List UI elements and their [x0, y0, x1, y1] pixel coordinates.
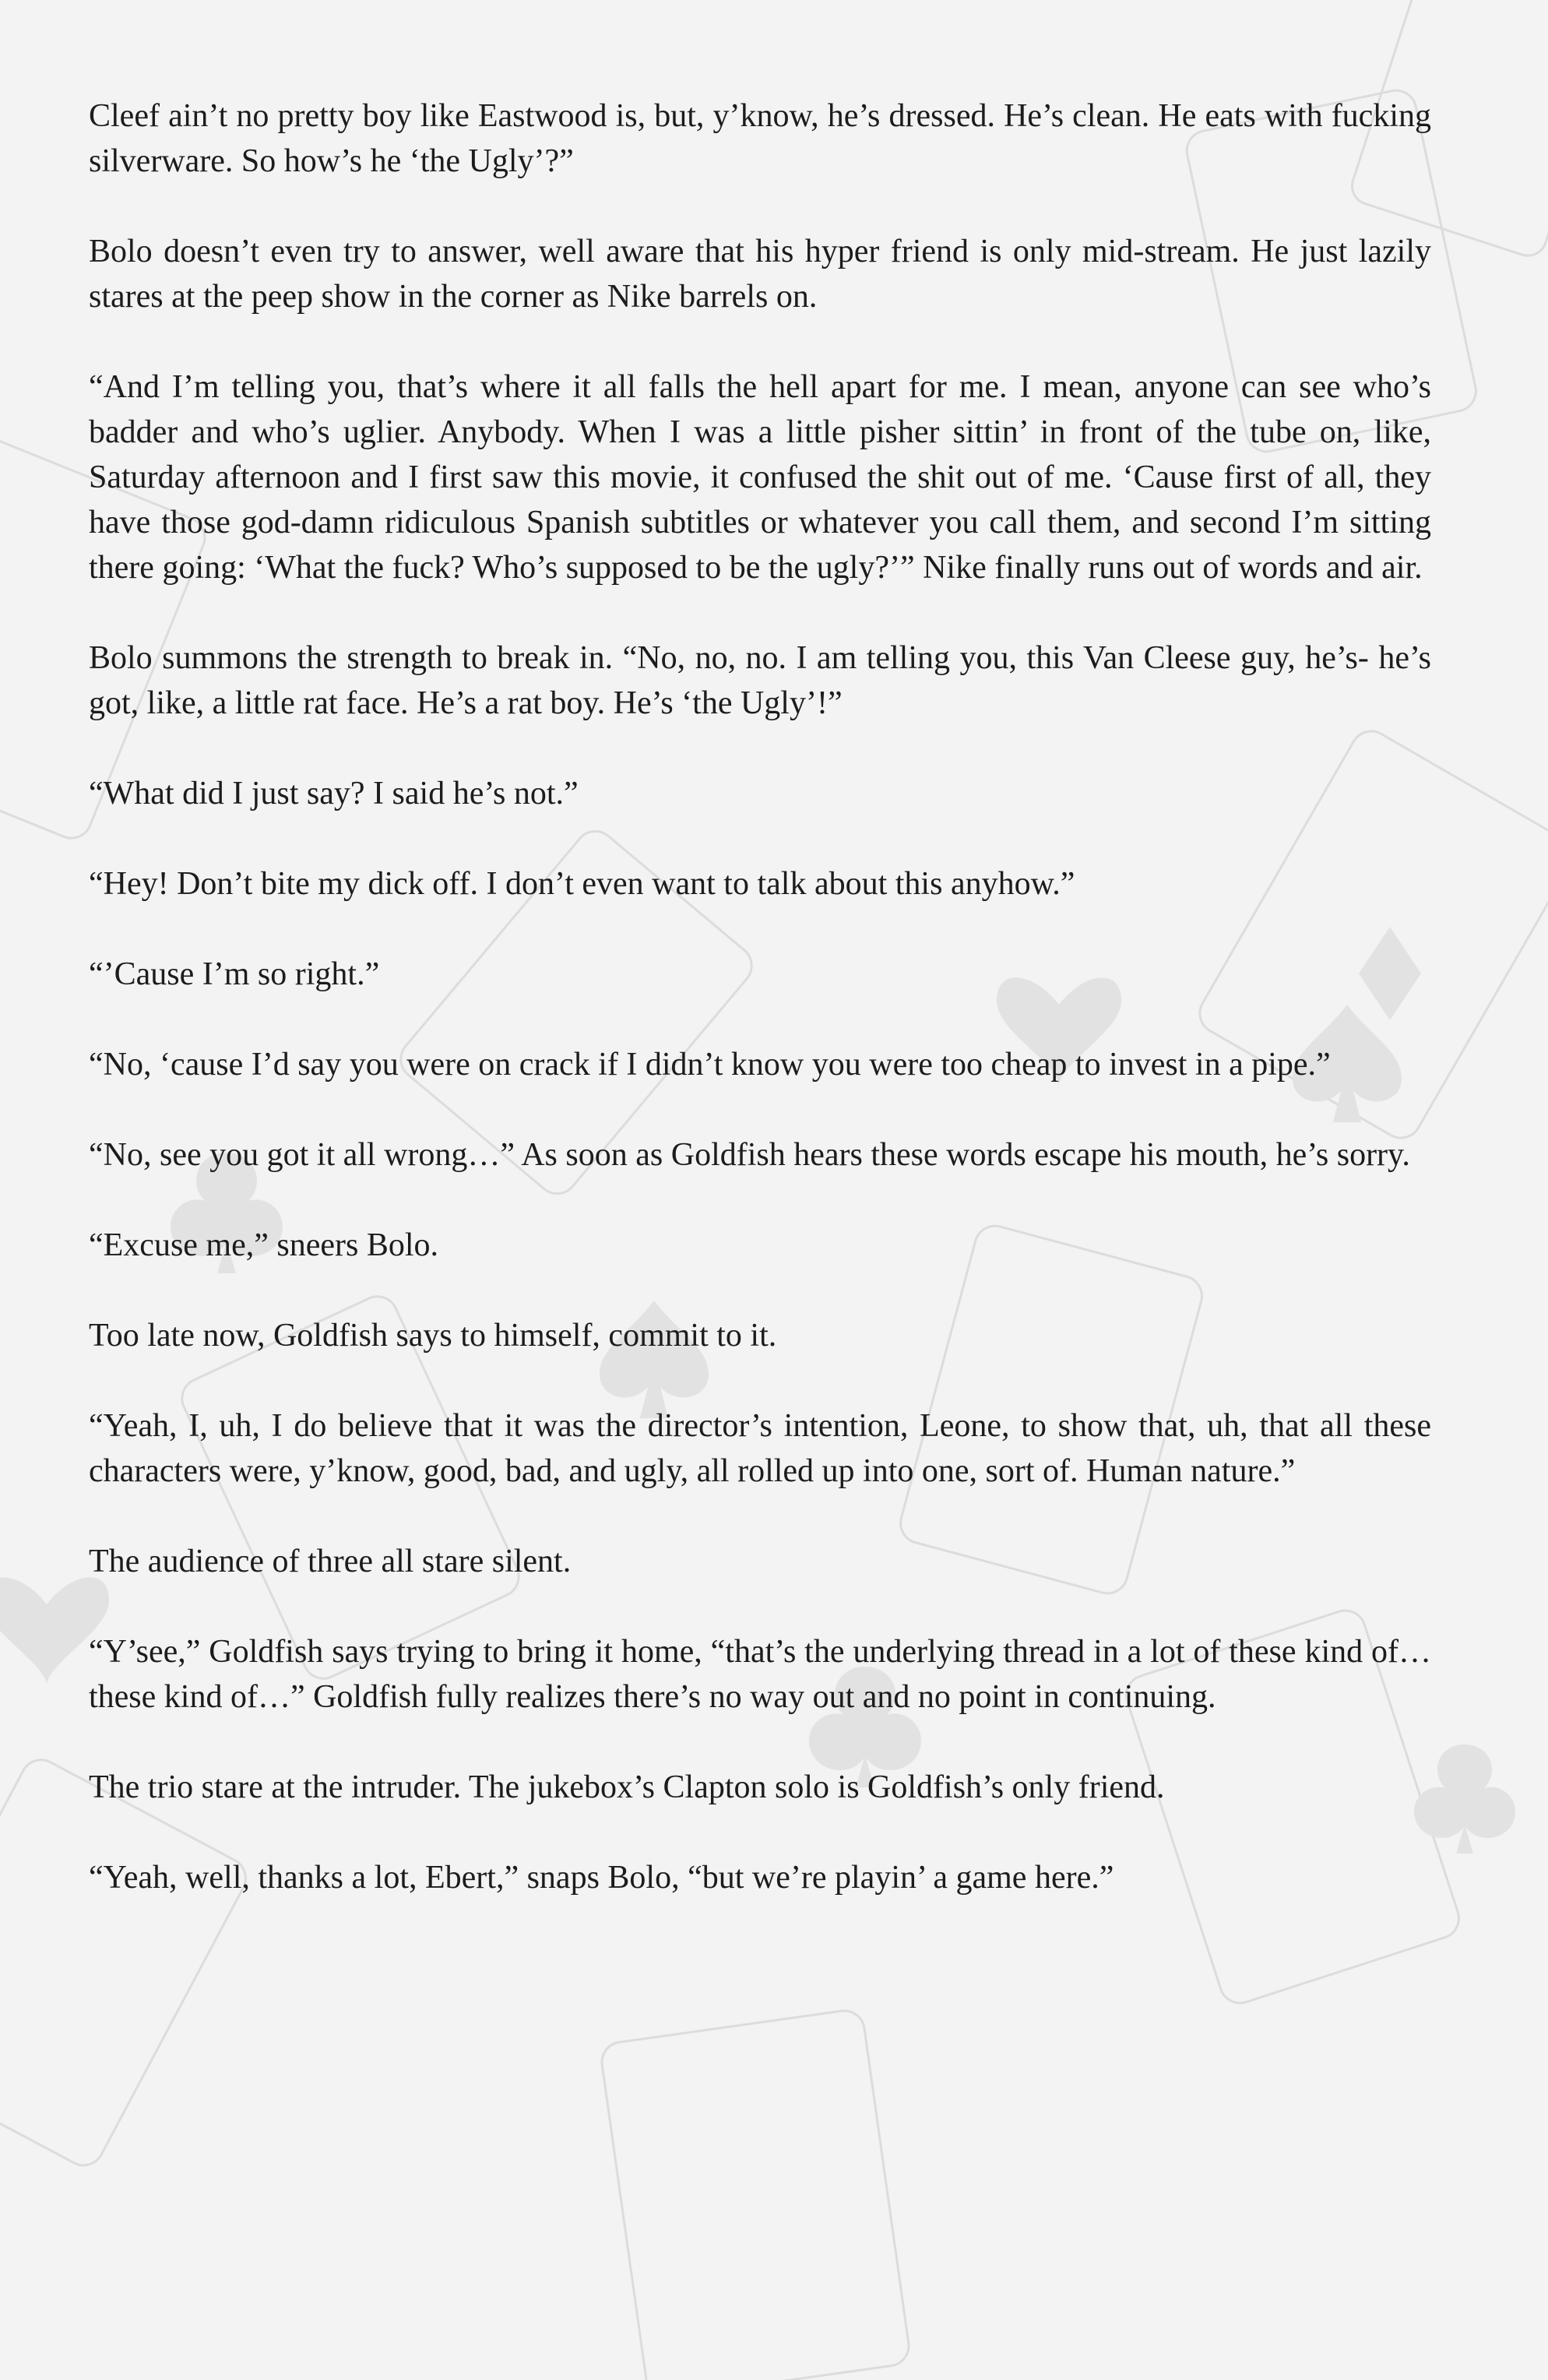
- paragraph: Cleef ain’t no pretty boy like Eastwood is, but, y’know, he’s dressed. He’s clean. He eats with fucking silverware. So how’s he ‘the Ugly’?”: [89, 98, 1431, 179]
- paragraph: “No, ‘cause I’d say you were on crack if I didn’t know you were too cheap to invest in a pipe.”: [89, 1047, 1331, 1083]
- paragraph: Too late now, Goldfish says to himself, commit to it.: [89, 1318, 777, 1354]
- paragraph: “Hey! Don’t bite my dick off. I don’t even want to talk about this anyhow.”: [89, 866, 1075, 902]
- paragraph: “No, see you got it all wrong…” As soon as Goldfish hears these words escape his mouth, he’s sorry.: [89, 1137, 1410, 1173]
- paragraph: “’Cause I’m so right.”: [89, 956, 380, 992]
- paragraph: The trio stare at the intruder. The jukebox’s Clapton solo is Goldfish’s only friend.: [89, 1769, 1165, 1805]
- paragraph: “Excuse me,” sneers Bolo.: [89, 1227, 439, 1263]
- paragraph: “Y’see,” Goldfish says trying to bring it home, “that’s the underlying thread in a lot of these kind of…these kind of…” Goldfish fully realizes there’s no way out and no point in continuing.: [89, 1634, 1431, 1715]
- paragraph: “Yeah, well, thanks a lot, Ebert,” snaps Bolo, “but we’re playin’ a game here.”: [89, 1860, 1114, 1896]
- paragraph: The audience of three all stare silent.: [89, 1544, 572, 1579]
- document-body: [89, 93, 1431, 1945]
- paragraph: “And I’m telling you, that’s where it all falls the hell apart for me. I mean, anyone can see who’s badder and who’s uglier. Anybody. When I was a little pisher sittin’ in front of the tube on, like, Saturday afternoon and I first saw this movie, it confused the shit out of me. ‘Cause first of all, they have those god-damn ridiculous Spanish subtitles or whatever you call them, and second I’m sitting there going: ‘What the fuck? Who’s supposed to be the ugly?’” Nike finally runs out of words and air.: [89, 369, 1431, 586]
- paragraph: “What did I just say? I said he’s not.”: [89, 776, 579, 812]
- paragraph: Bolo summons the strength to break in. “No, no, no. I am telling you, this Van Cleese guy, he’s- he’s got, like, a little rat face. He’s a rat boy. He’s ‘the Ugly’!”: [89, 640, 1431, 721]
- paragraph: Bolo doesn’t even try to answer, well aware that his hyper friend is only mid-stream. He just lazily stares at the peep show in the corner as Nike barrels on.: [89, 234, 1431, 315]
- paragraph: “Yeah, I, uh, I do believe that it was the director’s intention, Leone, to show that, uh, that all these characters were, y’know, good, bad, and ugly, all rolled up into one, sort of. Human nature.”: [89, 1408, 1431, 1489]
